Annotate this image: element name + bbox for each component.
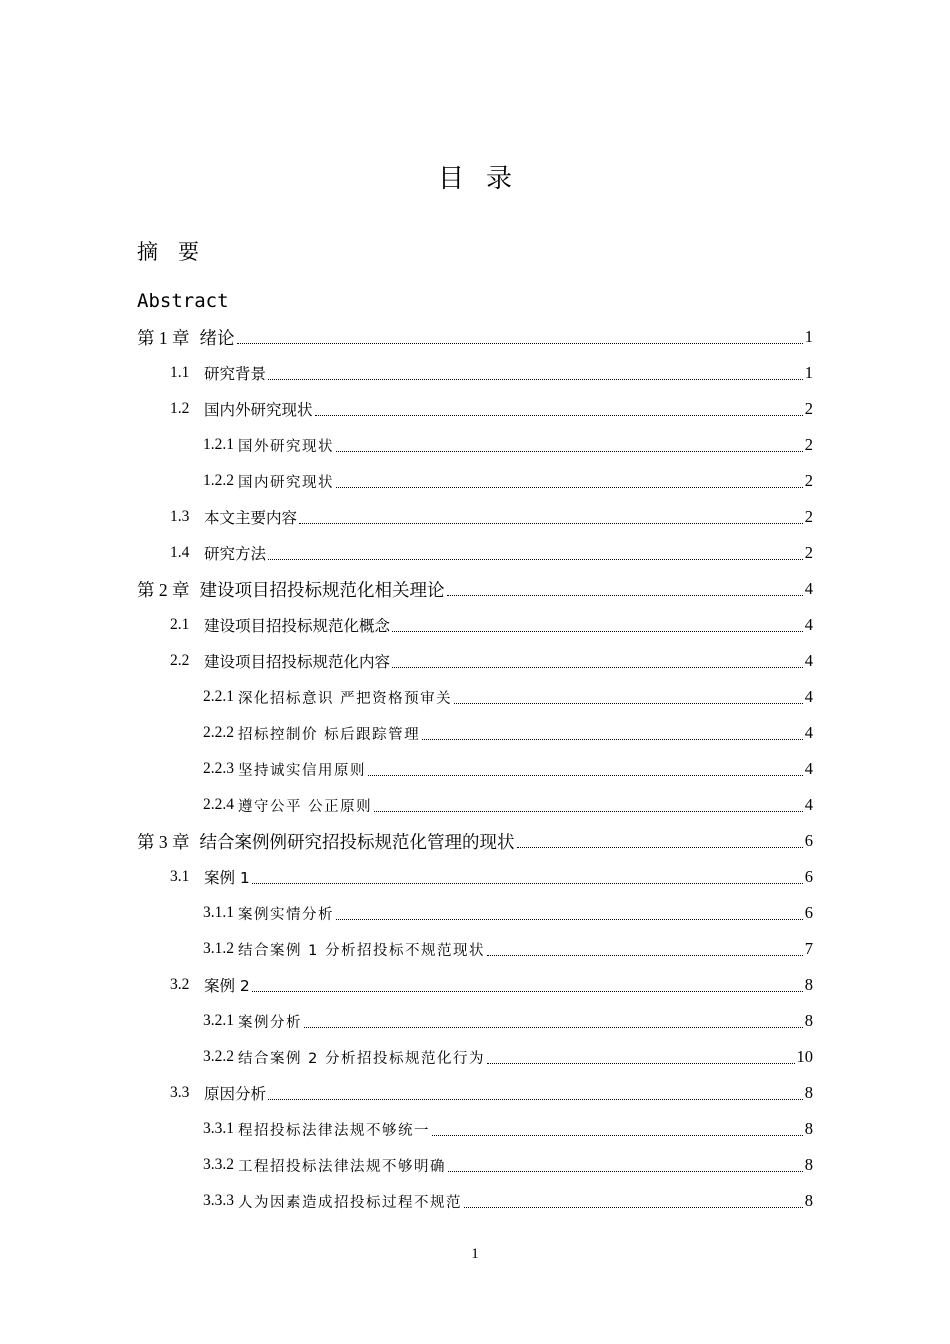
toc-entry-title: 坚持诚实信用原则	[238, 762, 366, 779]
toc-entry-level3[interactable]	[203, 1111, 813, 1147]
toc-entry-title: 案例实情分析	[238, 906, 334, 923]
toc-entry-page: 8	[804, 1011, 813, 1030]
toc-entry-title: 案例 2	[204, 977, 250, 995]
toc-entry-number: 2.2.4	[203, 796, 234, 813]
toc-dot-leader	[487, 954, 803, 956]
toc-entry-number: 3.2	[170, 976, 190, 993]
toc-entry-number: 3.3.2	[203, 1156, 234, 1173]
toc-entry-number: 2.2	[170, 652, 190, 669]
toc-entry-page: 8	[804, 1191, 813, 1210]
toc-entry-level2[interactable]	[170, 967, 813, 1003]
toc-entry-page: 2	[804, 435, 813, 454]
toc-dot-leader	[374, 810, 803, 812]
toc-entry-number: 3.3.1	[203, 1120, 234, 1137]
toc-entry-page: 2	[804, 399, 813, 418]
toc-entry-title: 建设项目招投标规范化内容	[204, 653, 391, 671]
toc-entry-title: 绪论	[199, 328, 235, 349]
toc-entry-title: 案例分析	[238, 1014, 302, 1031]
toc-entry-page: 6	[804, 867, 813, 886]
toc-entry-number: 3.3.3	[203, 1192, 234, 1209]
toc-dot-leader	[268, 1098, 803, 1100]
toc-entry-number: 2.2.3	[203, 760, 234, 777]
toc-dot-leader	[336, 450, 803, 452]
toc-entry-level3[interactable]	[203, 787, 813, 823]
toc-entry-page: 6	[804, 831, 813, 850]
toc-entry-number: 3.2.1	[203, 1012, 234, 1029]
toc-entry-level1[interactable]	[137, 319, 813, 355]
toc-entry-level2[interactable]	[170, 859, 813, 895]
toc-entry-page: 8	[804, 1119, 813, 1138]
toc-entry-number: 3.2.2	[203, 1048, 234, 1065]
toc-entry-level1[interactable]	[137, 571, 813, 607]
toc-dot-leader	[448, 1170, 803, 1172]
toc-entry-number: 3.1.1	[203, 904, 234, 921]
toc-entry-page: 2	[804, 543, 813, 562]
toc-entry-page: 4	[804, 579, 813, 598]
toc-entry-number: 2.2.1	[203, 688, 234, 705]
toc-dot-leader	[454, 702, 803, 704]
toc-entry-title: 深化招标意识 严把资格预审关	[238, 690, 453, 707]
toc-entry-title: 案例 1	[204, 869, 250, 887]
toc-entry-level2[interactable]	[170, 355, 813, 391]
toc-entry-title: 人为因素造成招投标过程不规范	[238, 1194, 462, 1211]
toc-entry-number: 2.2.2	[203, 724, 234, 741]
toc-dot-leader	[464, 1206, 803, 1208]
toc-dot-leader	[447, 594, 803, 596]
toc-entry-number: 第 2 章	[137, 579, 190, 600]
toc-dot-leader	[268, 378, 803, 380]
toc-entry-title: 研究方法	[204, 545, 267, 563]
toc-dot-leader	[315, 414, 803, 416]
toc-entry-level3[interactable]	[203, 1147, 813, 1183]
toc-dot-leader	[392, 630, 803, 632]
toc-dot-leader	[517, 846, 803, 848]
toc-entry-number: 1.2.2	[203, 472, 234, 489]
toc-entry-level3[interactable]	[203, 751, 813, 787]
toc-entry-page: 8	[804, 975, 813, 994]
toc-entry-title: 招标控制价 标后跟踪管理	[238, 726, 421, 743]
toc-entry-title: 结合案例 2 分析招投标规范化行为	[238, 1050, 485, 1067]
toc-entry-title: 结合案例例研究招投标规范化管理的现状	[199, 832, 515, 853]
toc-abstract-cn[interactable]: 摘要	[137, 240, 219, 264]
toc-entry-level3[interactable]	[203, 427, 813, 463]
toc-entry-title: 本文主要内容	[204, 509, 298, 527]
toc-entry-level2[interactable]	[170, 1075, 813, 1111]
toc-entry-level2[interactable]	[170, 643, 813, 679]
toc-dot-leader	[368, 774, 803, 776]
toc-abstract-en[interactable]: Abstract	[137, 290, 229, 312]
toc-entry-page: 10	[796, 1047, 813, 1066]
toc-entry-level1[interactable]	[137, 823, 813, 859]
toc-entry-title: 程招投标法律法规不够统一	[238, 1122, 430, 1139]
toc-entry-title: 结合案例 1 分析招投标不规范现状	[238, 942, 485, 959]
toc-entry-page: 2	[804, 507, 813, 526]
toc-entry-number: 第 3 章	[137, 831, 190, 852]
toc-entry-title: 国内研究现状	[238, 474, 334, 491]
toc-entry-level3[interactable]	[203, 679, 813, 715]
toc-entry-level3[interactable]	[203, 463, 813, 499]
toc-entry-number: 3.1	[170, 868, 190, 885]
toc-entry-title: 研究背景	[204, 365, 267, 383]
toc-entry-number: 1.1	[170, 364, 190, 381]
toc-entry-level3[interactable]	[203, 895, 813, 931]
toc-entry-title: 建设项目招投标规范化相关理论	[199, 580, 445, 601]
toc-entry-number: 3.3	[170, 1084, 190, 1101]
toc-dot-leader	[336, 918, 803, 920]
toc-dot-leader	[392, 666, 803, 668]
toc-entry-title: 遵守公平 公正原则	[238, 798, 373, 815]
toc-entry-number: 3.1.2	[203, 940, 234, 957]
toc-entry-level3[interactable]	[203, 715, 813, 751]
toc-entry-page: 4	[804, 723, 813, 742]
toc-entry-page: 7	[804, 939, 813, 958]
page-title: 目录	[437, 164, 534, 194]
toc-entry-page: 1	[804, 327, 813, 346]
toc-entry-level2[interactable]	[170, 607, 813, 643]
toc-dot-leader	[252, 882, 803, 884]
toc-dot-leader	[268, 558, 803, 560]
toc-entry-level2[interactable]	[170, 499, 813, 535]
toc-entry-page: 1	[804, 363, 813, 382]
toc-entry-number: 1.2	[170, 400, 190, 417]
toc-entry-page: 2	[804, 471, 813, 490]
toc-entry-number: 1.2.1	[203, 436, 234, 453]
toc-entry-level2[interactable]	[170, 391, 813, 427]
toc-entry-page: 4	[804, 759, 813, 778]
toc-dot-leader	[237, 342, 803, 344]
page-number: 1	[471, 1246, 479, 1262]
toc-entry-title: 国内外研究现状	[204, 401, 313, 419]
toc-dot-leader	[422, 738, 803, 740]
toc-entry-level3[interactable]	[203, 931, 813, 967]
toc-entry-title: 建设项目招投标规范化概念	[204, 617, 391, 635]
toc-entry-title: 国外研究现状	[238, 438, 334, 455]
toc-entry-level3[interactable]	[203, 1039, 813, 1075]
toc-dot-leader	[299, 522, 803, 524]
toc-dot-leader	[304, 1026, 803, 1028]
toc-entry-page: 4	[804, 615, 813, 634]
toc-entry-number: 1.4	[170, 544, 190, 561]
toc-entry-number: 第 1 章	[137, 327, 190, 348]
toc-dot-leader	[432, 1134, 803, 1136]
toc-entry-level2[interactable]	[170, 535, 813, 571]
toc-entry-page: 4	[804, 795, 813, 814]
toc-entry-level3[interactable]	[203, 1003, 813, 1039]
toc-entry-number: 1.3	[170, 508, 190, 525]
toc-dot-leader	[487, 1062, 795, 1064]
toc-entry-page: 4	[804, 651, 813, 670]
toc-entry-page: 6	[804, 903, 813, 922]
toc-entry-page: 8	[804, 1155, 813, 1174]
toc-entry-page: 8	[804, 1083, 813, 1102]
toc-entry-number: 2.1	[170, 616, 190, 633]
toc-dot-leader	[252, 990, 803, 992]
toc-entry-title: 原因分析	[204, 1085, 267, 1103]
toc-entry-level3[interactable]	[203, 1183, 813, 1219]
toc-dot-leader	[336, 486, 803, 488]
toc-entry-title: 工程招投标法律法规不够明确	[238, 1158, 446, 1175]
toc-entry-page: 4	[804, 687, 813, 706]
